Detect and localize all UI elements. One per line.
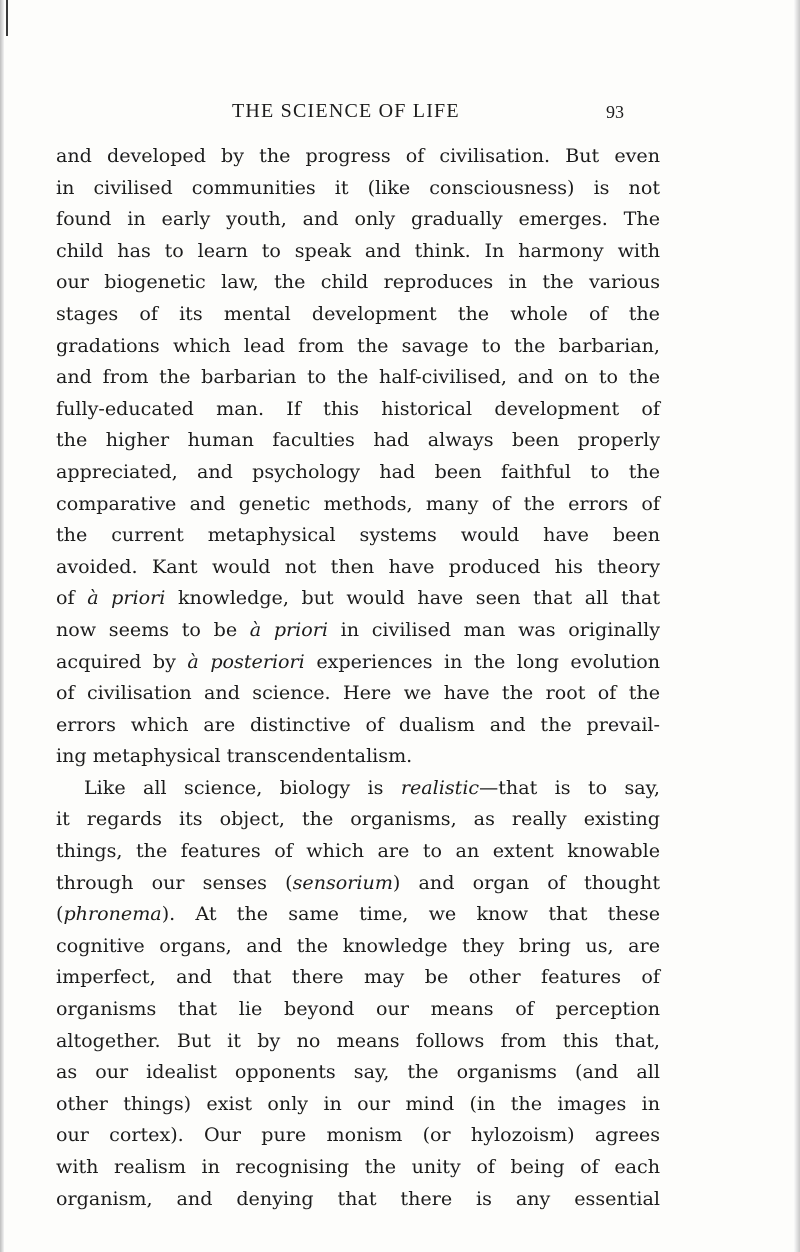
text-line: cognitive organs, and the knowledge they bring us, are [56, 933, 660, 957]
text-line: imperfect, and that there may be other features of [56, 965, 660, 989]
text-line: with realism in recognising the unity of being of each [56, 1155, 660, 1178]
text-line: gradations which lead from the savage to the barbarian, [56, 333, 660, 357]
text-line: errors which are distinctive of dualism and the prevail- [56, 712, 660, 736]
text-line: other things) exist only in our mind (in the images in [56, 1091, 660, 1115]
text-line: fully-educated man. If this historical development of [56, 396, 660, 420]
text-line: in civilised communities it (like consciousness) is not [56, 175, 660, 199]
body-text [56, 140, 660, 1214]
text-line: avoided. Kant would not then have produced his theory [56, 554, 660, 578]
text-line: Like all science, biology is realistic—that is to say, [84, 775, 661, 799]
text-line: things, the features of which are to an extent knowable [56, 839, 660, 863]
text-line: found in early youth, and only gradually emerges. The [56, 207, 660, 231]
text-line: child has to learn to speak and think. In harmony with [56, 238, 660, 262]
text-line: (phronema). At the same time, we know that these [56, 902, 660, 926]
text-line: and developed by the progress of civilisation. But even [56, 144, 660, 167]
italic-phrase: realistic [400, 775, 480, 799]
text-line: organisms that lie beyond our means of perception [56, 997, 660, 1021]
text-line: altogether. But it by no means follows from this that, [56, 1028, 660, 1052]
page-right-edge [794, 0, 800, 1252]
page-header [0, 100, 800, 130]
italic-phrase: à priori [249, 617, 329, 641]
text-line: and from the barbarian to the half-civilised, and on to the [56, 365, 660, 389]
text-line: as our idealist opponents say, the organisms (and all [56, 1060, 660, 1084]
page-left-edge [0, 0, 4, 1252]
page-number: 93 [606, 102, 624, 122]
text-line: our biogenetic law, the child reproduces in the various [56, 270, 660, 294]
text-line: acquired by à posteriori experiences in the long evolution [56, 649, 660, 673]
text-line: appreciated, and psychology had been faithful to the [56, 459, 660, 483]
text-line: comparative and genetic methods, many of the errors of [56, 491, 660, 515]
text-line: the higher human faculties had always been properly [56, 428, 660, 452]
text-line: of civilisation and science. Here we have the root of the [56, 681, 660, 705]
text-line: our cortex). Our pure monism (or hylozoism) agrees [56, 1123, 660, 1147]
italic-phrase: sensorium [292, 870, 393, 894]
text-line: organism, and denying that there is any essential [56, 1186, 660, 1210]
text-line: the current metaphysical systems would have been [56, 523, 660, 547]
text-line: it regards its object, the organisms, as really existing [56, 807, 660, 831]
italic-phrase: à priori [87, 586, 166, 610]
text-line: ing metaphysical transcendentalism. [56, 744, 413, 768]
binding-mark [6, 0, 8, 36]
running-title: THE SCIENCE OF LIFE [232, 100, 460, 122]
text-line: of à priori knowledge, but would have seen that all that [56, 586, 660, 610]
text-line: now seems to be à priori in civilised man was originally [56, 617, 661, 641]
text-line: through our senses (sensorium) and organ of thought [56, 870, 660, 894]
italic-phrase: phronema [63, 902, 162, 926]
text-line: stages of its mental development the whole of the [56, 301, 660, 325]
italic-phrase: à posteriori [187, 649, 305, 673]
